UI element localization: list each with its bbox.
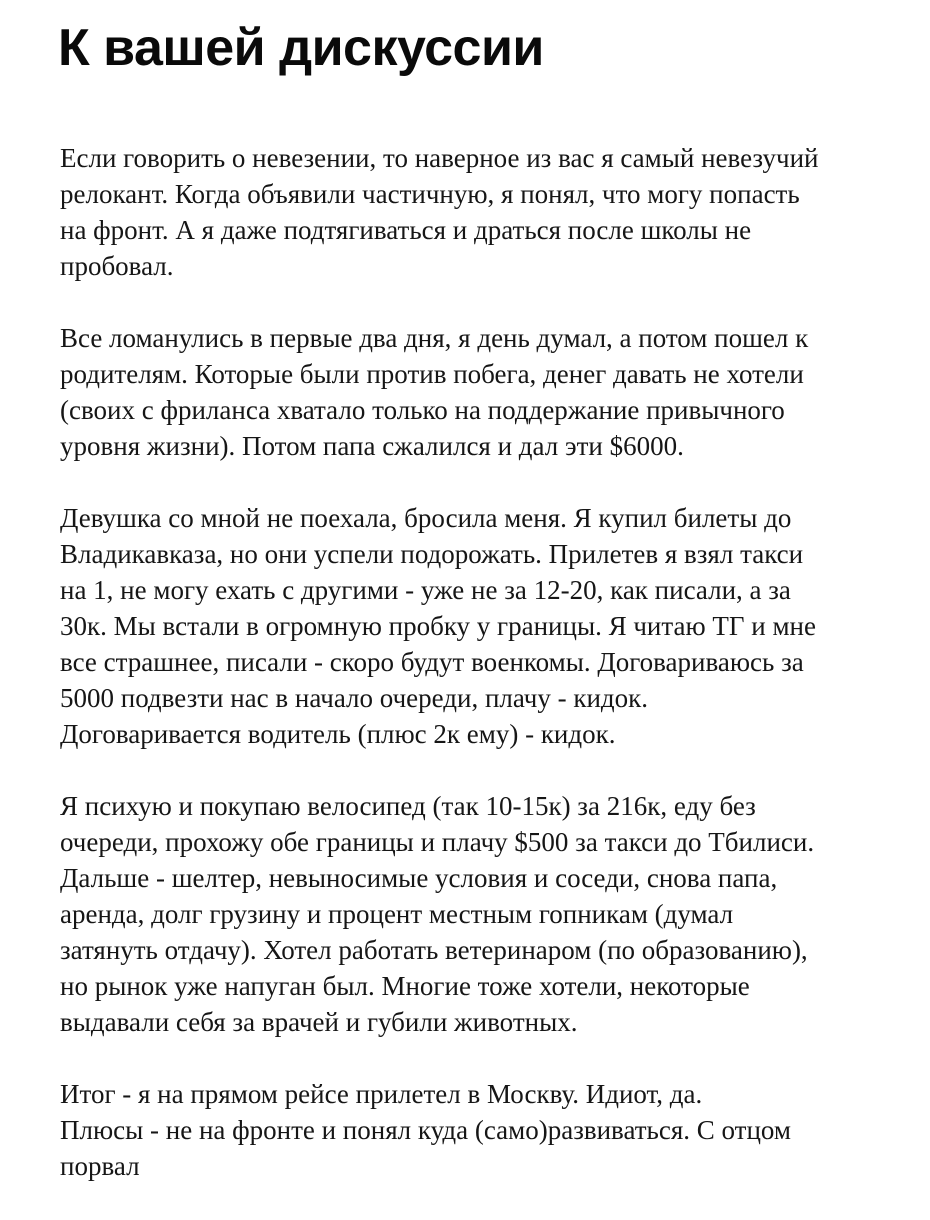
text-line: родителям. Которые были против побега, денег давать не хотели bbox=[60, 359, 804, 389]
text-line: порвал bbox=[60, 1151, 140, 1181]
text-line: Все ломанулись в первые два дня, я день думал, а потом пошел к bbox=[60, 323, 809, 353]
paragraph-1 bbox=[60, 140, 890, 284]
text-line: Девушка со мной не поехала, бросила меня. Я купил билеты до bbox=[60, 503, 792, 533]
text-line: Договаривается водитель (плюс 2к ему) - кидок. bbox=[60, 719, 616, 749]
text-line: на 1, не могу ехать с другими - уже не за 12-20, как писали, а за bbox=[60, 575, 791, 605]
text-line: Итог - я на прямом рейсе прилетел в Москву. Идиот, да. bbox=[60, 1079, 703, 1109]
text-line: (своих с фриланса хватало только на поддержание привычного bbox=[60, 395, 785, 425]
text-line: очереди, прохожу обе границы и плачу $500 за такси до Тбилиси. bbox=[60, 827, 815, 857]
text-line: релокант. Когда объявили частичную, я понял, что могу попасть bbox=[60, 179, 800, 209]
paragraph-2 bbox=[60, 320, 890, 464]
text-line: Дальше - шелтер, невыносимые условия и соседи, снова папа, bbox=[60, 863, 778, 893]
text-line: 30к. Мы встали в огромную пробку у границы. Я читаю ТГ и мне bbox=[60, 611, 816, 641]
text-line: но рынок уже напуган был. Многие тоже хотели, некоторые bbox=[60, 971, 750, 1001]
text-line: уровня жизни). Потом папа сжалился и дал эти $6000. bbox=[60, 431, 684, 461]
paragraph-5 bbox=[60, 1076, 890, 1184]
text-line: выдавали себя за врачей и губили животных. bbox=[60, 1007, 578, 1037]
text-line: 5000 подвезти нас в начало очереди, плачу - кидок. bbox=[60, 683, 649, 713]
text-line: Я психую и покупаю велосипед (так 10-15к) за 216к, еду без bbox=[60, 791, 756, 821]
text-line: на фронт. А я даже подтягиваться и драться после школы не bbox=[60, 215, 752, 245]
article-body bbox=[60, 140, 890, 1220]
text-line: затянуть отдачу). Хотел работать ветеринаром (по образованию), bbox=[60, 935, 808, 965]
text-line: Владикавказа, но они успели подорожать. Прилетев я взял такси bbox=[60, 539, 804, 569]
text-line: аренда, долг грузину и процент местным гопникам (думал bbox=[60, 899, 734, 929]
page-title: К вашей дискуссии bbox=[58, 19, 544, 77]
paragraph-3 bbox=[60, 500, 890, 752]
text-line: Плюсы - не на фронте и понял куда (само)развиваться. С отцом bbox=[60, 1115, 791, 1145]
text-line: пробовал. bbox=[60, 251, 174, 281]
paragraph-4 bbox=[60, 788, 890, 1040]
text-line: все страшнее, писали - скоро будут военкомы. Договариваюсь за bbox=[60, 647, 804, 677]
text-line: Если говорить о невезении, то наверное из вас я самый невезучий bbox=[60, 143, 819, 173]
